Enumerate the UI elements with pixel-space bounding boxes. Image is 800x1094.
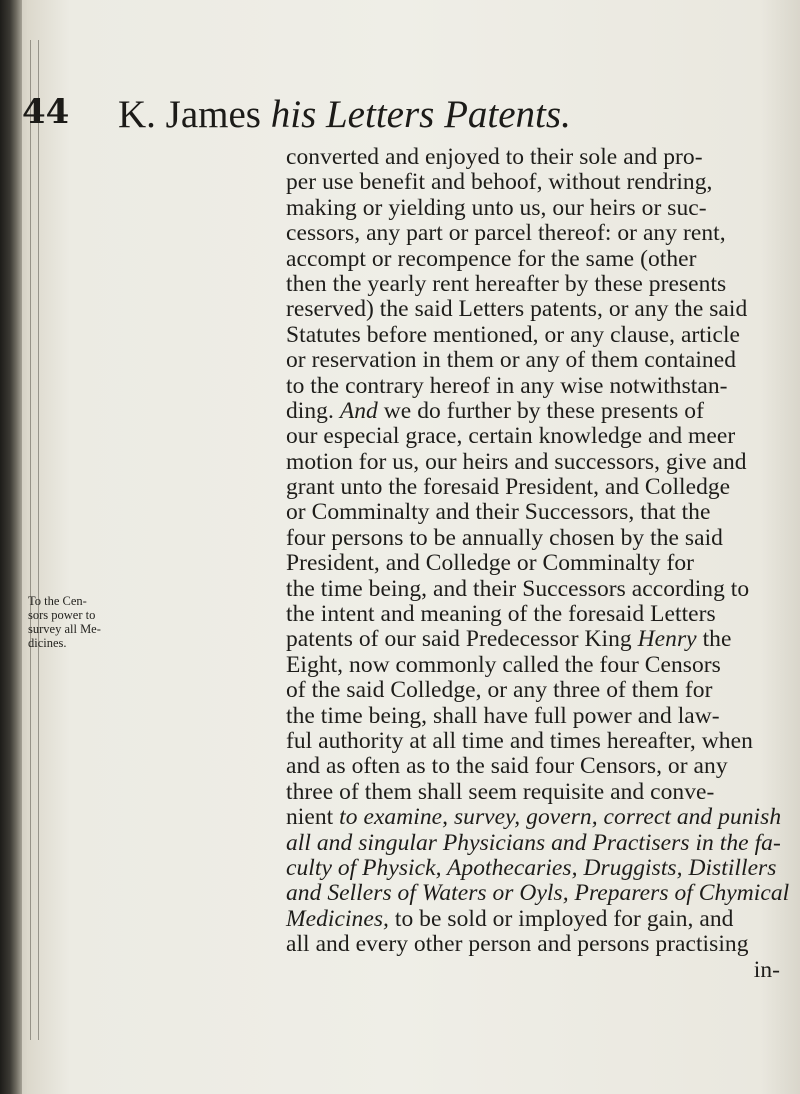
text-line	[286, 653, 786, 678]
roman-run: making or yielding unto us, our heirs or suc-	[286, 194, 707, 221]
roman-run: the intent and meaning of the foresaid Letters	[286, 601, 716, 628]
roman-run: ful authority at all time and times hereafter, when	[286, 727, 753, 754]
text-line	[286, 424, 786, 449]
roman-run: we do further by these presents of	[377, 397, 704, 424]
roman-run: the	[696, 626, 732, 653]
text-line	[286, 196, 786, 221]
margin-note-line: To the Cen-	[28, 594, 87, 608]
italic-run: and Sellers of Waters or Oyls, Preparers of Chymical	[286, 880, 790, 907]
text-line	[286, 704, 786, 729]
text-line	[286, 678, 786, 703]
margin-note-line: dicines.	[28, 636, 67, 650]
text-line	[286, 577, 786, 602]
margin-note	[28, 594, 102, 650]
text-line	[286, 627, 786, 652]
roman-run: to the contrary hereof in any wise notwithstan-	[286, 372, 728, 399]
roman-run: all and every other person and persons practising	[286, 931, 749, 958]
roman-run: of the said Colledge, or any three of them for	[286, 677, 713, 704]
italic-run: all and singular Physicians and Practisers in the fa-	[286, 829, 781, 856]
text-line	[286, 805, 786, 830]
italic-run: culty of Physick, Apothecaries, Druggists, Distillers	[286, 854, 777, 881]
roman-run: reserved) the said Letters patents, or any the said	[286, 296, 748, 323]
roman-run: cessors, any part or parcel thereof: or any rent,	[286, 220, 726, 247]
roman-run: then the yearly rent hereafter by these presents	[286, 270, 727, 297]
italic-run: Henry	[637, 626, 697, 653]
roman-run: Eight, now commonly called the four Censors	[286, 651, 721, 678]
roman-run: the time being, and their Successors according to	[286, 575, 750, 602]
italic-run: Medicines,	[286, 905, 389, 932]
roman-run: grant unto the foresaid President, and Colledge	[286, 474, 731, 501]
text-line	[286, 323, 786, 348]
roman-run: ding.	[286, 397, 340, 424]
roman-run: patents of our said Predecessor King	[286, 626, 638, 653]
roman-run: or reservation in them or any of them contained	[286, 347, 737, 374]
text-line	[286, 551, 786, 576]
roman-run: accompt or recompence for the same (other	[286, 245, 697, 272]
binding-rule	[38, 40, 39, 1040]
text-line	[286, 475, 786, 500]
text-line	[286, 856, 786, 881]
text-line	[286, 374, 786, 399]
roman-run: converted and enjoyed to their sole and pro-	[286, 144, 703, 170]
roman-run: our especial grace, certain knowledge and meer	[286, 423, 736, 450]
text-line	[286, 399, 786, 424]
roman-run: per use benefit and behoof, without rendring,	[286, 169, 713, 196]
roman-run: President, and Colledge or Comminalty for	[286, 550, 695, 577]
italic-run: to examine, survey, govern, correct and punish	[339, 804, 782, 831]
roman-run: four persons to be annually chosen by the said	[286, 524, 723, 551]
text-line	[286, 272, 786, 297]
roman-run: the time being, shall have full power and law-	[286, 702, 720, 729]
text-line	[286, 754, 786, 779]
text-line	[286, 500, 786, 525]
text-line	[286, 348, 786, 373]
running-head	[118, 92, 571, 138]
text-line	[286, 297, 786, 322]
page-header	[0, 92, 800, 142]
margin-note-line: survey all Me-	[28, 622, 101, 636]
text-line	[286, 880, 790, 907]
roman-run: to be sold or imployed for gain, and	[388, 905, 734, 932]
text-line	[286, 450, 786, 475]
catchword: in-	[753, 956, 780, 983]
running-head-prefix: K. James	[118, 93, 261, 136]
text-line	[286, 932, 786, 957]
roman-run: Statutes before mentioned, or any clause, article	[286, 321, 740, 348]
text-line	[286, 145, 786, 170]
roman-run: motion for us, our heirs and successors, give and	[286, 448, 747, 475]
text-line	[286, 170, 786, 195]
roman-run: and as often as to the said four Censors, or any	[286, 753, 728, 780]
text-line	[286, 221, 786, 246]
text-line	[286, 907, 786, 932]
text-line	[286, 780, 786, 805]
page-binding-gutter	[0, 0, 22, 1094]
roman-run: or Comminalty and their Successors, that the	[286, 499, 711, 526]
text-line	[286, 602, 786, 627]
running-head-title: his Letters Patents.	[270, 93, 571, 136]
roman-run: three of them shall seem requisite and conve-	[286, 778, 715, 805]
text-line	[286, 247, 786, 272]
body-text	[286, 144, 790, 983]
text-line	[286, 729, 786, 754]
roman-run: nient	[286, 804, 340, 831]
text-line	[286, 526, 786, 551]
binding-rule	[30, 40, 31, 1040]
margin-note-line: sors power to	[28, 608, 96, 622]
page-number: 44	[22, 92, 70, 132]
italic-run: And	[339, 397, 378, 424]
text-line	[286, 831, 786, 856]
